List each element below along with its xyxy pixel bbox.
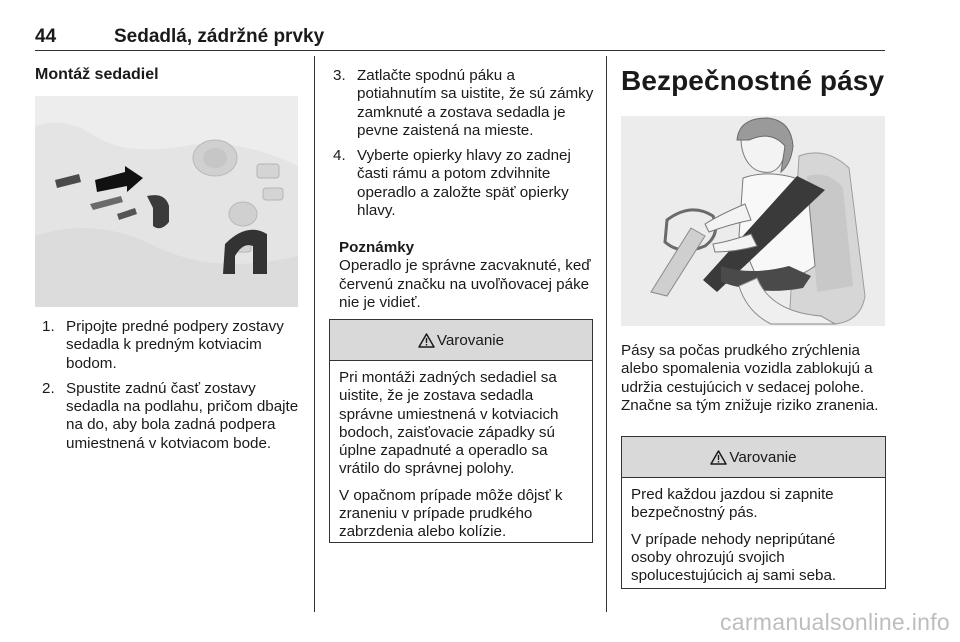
warning-paragraph: V opačnom prípade môže dôjsť k zraneniu v prípade prudkého zabrzdenia alebo kolízie. — [339, 486, 563, 541]
chapter-title: Sedadlá, zádržné prvky — [114, 26, 325, 47]
note-block — [339, 239, 597, 312]
warning-body — [330, 361, 592, 542]
step-number: 2. — [42, 379, 55, 397]
page-number: 44 — [35, 26, 57, 47]
warning-paragraph: V prípade nehody nepripútané osoby ohrozujú svojich spolucestujúcich aj sami seba. — [631, 530, 837, 585]
step-text: Pripojte predné podpery zostavy sedadla k predným kotviacim bodom. — [66, 318, 284, 372]
warning-triangle-icon — [710, 450, 727, 465]
warning-box-belt — [621, 436, 886, 589]
seatbelt-driver-illustration — [621, 116, 885, 326]
column-divider-2 — [606, 56, 607, 612]
step-number: 1. — [42, 318, 55, 335]
step-number: 3. — [333, 67, 346, 84]
warning-triangle-icon — [418, 333, 435, 348]
column-divider-1 — [314, 56, 315, 612]
warning-paragraph: Pred každou jazdou si zapnite bezpečnostný pás. — [631, 486, 834, 522]
header-rule — [35, 50, 885, 51]
install-steps-3-4 — [333, 67, 595, 227]
list-item — [42, 380, 304, 453]
section-heading-seat-belts: Bezpečnostné pásy — [621, 65, 885, 96]
seat-anchor-illustration — [35, 96, 298, 307]
warning-header — [622, 437, 885, 478]
seatbelt-body-text: Pásy sa počas prudkého zrýchlenia alebo spomalenia vozidla zablokujú a udržia cestujúcich v sedacej polohe. Značne sa tým znižuje riziko zranenia. — [621, 342, 879, 414]
warning-box-seat — [329, 319, 593, 543]
warning-title: Varovanie — [729, 448, 797, 466]
step-text: Zatlačte spodnú páku a potiahnutím sa uistite, že sú zámky zamknuté a zostava sedadla je pevne zaistená na mieste. — [357, 67, 594, 139]
note-text: Operadlo je správne zacvaknuté, keď červenú značku na uvoľňovacej páke nie je vidieť. — [339, 257, 591, 311]
warning-body — [622, 478, 885, 585]
step-text: Spustite zadnú časť zostavy sedadla na podlahu, pričom dbajte na do, aby bola zadná podpera umiestnená v kotviacom bode. — [66, 379, 299, 452]
page-header — [35, 26, 885, 52]
step-text: Vyberte opierky hlavy zo zadnej časti rámu a potom zdvihnite operadlo a založte späť opierky hlavy. — [357, 147, 571, 220]
warning-title: Varovanie — [436, 331, 505, 349]
list-item — [42, 318, 304, 373]
note-title: Poznámky — [339, 239, 415, 256]
watermark: carmanualsonline.info — [719, 609, 950, 635]
warning-paragraph: Pri montáži zadných sedadiel sa uistite, že je zostava sedadla správne umiestnená v kotviacich bodoch, zaisťovacie západky sú úplne zapadnuté a operadlo sa vrátilo do správnej polohy. — [339, 369, 559, 478]
list-item — [333, 67, 595, 140]
section-heading-seat-install: Montáž sedadiel — [35, 66, 159, 83]
warning-header — [330, 320, 592, 361]
list-item — [333, 147, 595, 220]
step-number: 4. — [333, 147, 346, 165]
install-steps-1-2 — [42, 318, 304, 460]
